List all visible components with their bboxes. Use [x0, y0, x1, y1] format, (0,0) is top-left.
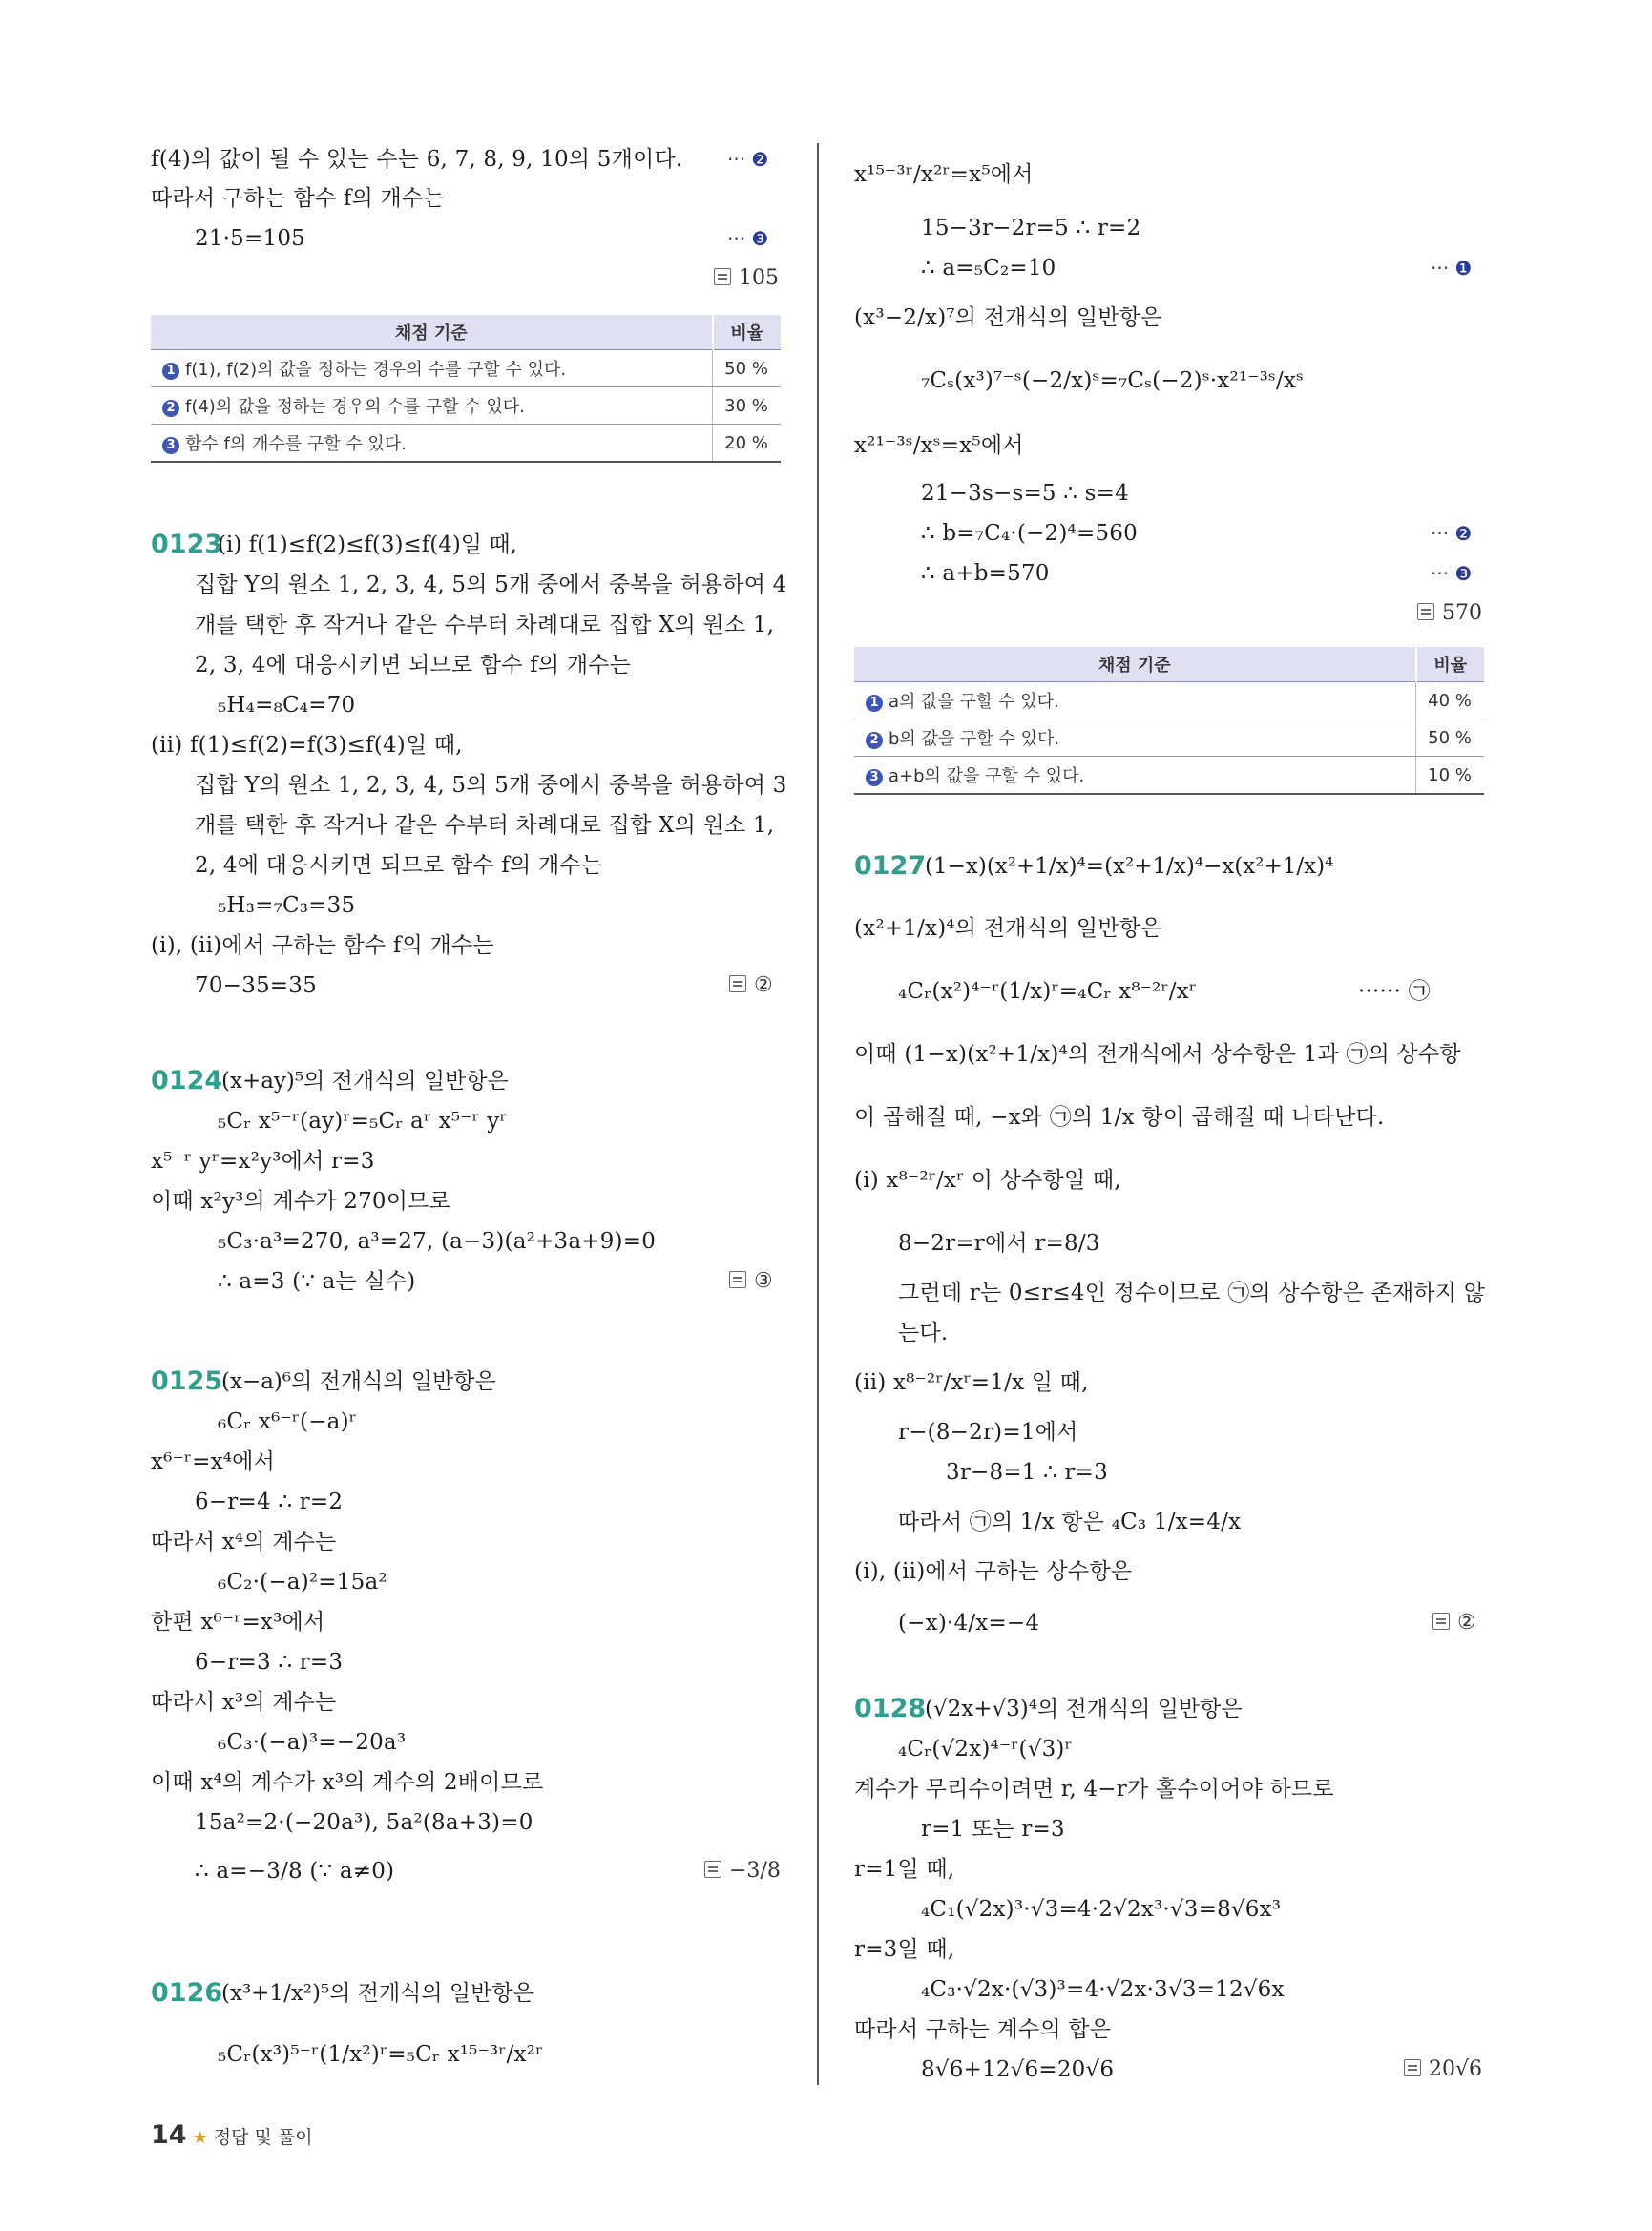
answer-mark: 105: [714, 264, 779, 293]
text-line: (i), (ii)에서 구하는 상수항은: [854, 1559, 1133, 1584]
problem-number: 0125: [151, 1366, 223, 1396]
equation-line: (−x)·4/x=−4: [898, 1611, 1040, 1636]
text-line: 이때 x⁴의 계수가 x³의 계수의 2배이므로: [151, 1770, 544, 1795]
text-line: 이 곱해질 때, −x와 ㉠의 1/x 항이 곱해질 때 나타난다.: [854, 1105, 1385, 1130]
equation-line: ₇Cₛ(x³)⁷⁻ˢ(−2/x)ˢ=₇Cₛ(−2)ˢ·x²¹⁻³ˢ/xˢ: [921, 368, 1305, 393]
equation-line: ₅Cᵣ x⁵⁻ʳ(ay)ʳ=₅Cᵣ aʳ x⁵⁻ʳ yʳ: [218, 1109, 508, 1134]
text-line: 한편 x⁶⁻ʳ=x³에서: [151, 1610, 325, 1635]
number-badge-icon: 2: [866, 732, 883, 749]
text-line: 이때 x²y³의 계수가 270이므로: [151, 1189, 451, 1214]
problem-number: 0127: [854, 851, 927, 881]
text-line: (x−a)⁶의 전개식의 일반항은: [221, 1369, 496, 1394]
text-line: (i), (ii)에서 구하는 함수 f의 개수는: [151, 933, 494, 958]
footer-label: 정답 및 풀이: [213, 2127, 313, 2148]
answer-box-icon: [729, 1271, 746, 1288]
table-row: 1 f(1), f(2)의 값을 정하는 경우의 수를 구할 수 있다. 50 %: [151, 350, 781, 387]
table-header: 비율: [713, 315, 782, 350]
equation-line: ₄C₃·√2x·(√3)³=4·√2x·3√3=12√6x: [921, 1977, 1285, 2002]
text-line: 개를 택한 후 작거나 같은 수부터 차례대로 집합 X의 원소 1,: [195, 813, 775, 838]
answer-box-icon: [714, 268, 731, 285]
answer-box-icon: [704, 1861, 721, 1878]
star-icon: ★: [192, 2128, 208, 2148]
equation-line: x¹⁵⁻³ʳ/x²ʳ=x⁵에서: [854, 162, 1034, 187]
answer-mark: 570: [1417, 599, 1482, 628]
equation-line: 8−2r=r에서 r=8/3: [898, 1231, 1100, 1256]
number-badge-icon: 2: [162, 400, 179, 417]
number-badge-icon: 1: [866, 695, 883, 712]
text-line: 는다.: [898, 1321, 949, 1345]
answer-box-icon: [1404, 2059, 1421, 2076]
text-line: (i) x⁸⁻²ʳ/xʳ 이 상수항일 때,: [854, 1168, 1121, 1193]
page-footer: [151, 2120, 313, 2150]
equation-line: x²¹⁻³ˢ/xˢ=x⁵에서: [854, 433, 1024, 458]
equation-line: ₅C₃·a³=270, a³=27, (a−3)(a²+3a+9)=0: [218, 1229, 657, 1254]
table-row: 3 함수 f의 개수를 구할 수 있다. 20 %: [151, 425, 781, 463]
table-row: 2 f(4)의 값을 정하는 경우의 수를 구할 수 있다. 30 %: [151, 387, 781, 425]
table-header: 비율: [1416, 647, 1485, 682]
answer-box-icon: [729, 975, 746, 992]
step-marker: ··· ❸: [1431, 562, 1473, 585]
equation-line: 6−r=3 ∴ r=3: [195, 1650, 344, 1675]
equation-line: r−(8−2r)=1에서: [898, 1420, 1078, 1445]
answer-mark: 20√6: [1404, 2055, 1482, 2084]
step-marker: ··· ❷: [1431, 522, 1473, 545]
equation-line: ₅Cᵣ(x³)⁵⁻ʳ(1/x²)ʳ=₅Cᵣ x¹⁵⁻³ʳ/x²ʳ: [218, 2042, 544, 2067]
table-header: 채점 기준: [151, 315, 713, 350]
text-line: 이때 (1−x)(x²+1/x)⁴의 전개식에서 상수항은 1과 ㉠의 상수항: [854, 1042, 1461, 1067]
answer-box-icon: [1417, 603, 1434, 620]
text-line: 집합 Y의 원소 1, 2, 3, 4, 5의 5개 중에서 중복을 허용하여 4: [195, 573, 787, 597]
equation-line: ₄Cᵣ(√2x)⁴⁻ʳ(√3)ʳ: [898, 1737, 1073, 1762]
text-line: 따라서 ㉠의 1/x 항은 ₄C₃ 1/x=4/x: [898, 1510, 1242, 1534]
text-line: (ii) x⁸⁻²ʳ/xʳ=1/x 일 때,: [854, 1370, 1089, 1395]
equation-line: ₆C₂·(−a)²=15a²: [218, 1570, 387, 1595]
answer-mark: ②: [1432, 1609, 1476, 1637]
step-marker: ··· ❸: [727, 227, 769, 250]
equation-line: ₆Cᵣ x⁶⁻ʳ(−a)ʳ: [218, 1409, 357, 1434]
text-line: (ii) f(1)≤f(2)=f(3)≤f(4)일 때,: [151, 733, 463, 758]
problem-number: 0128: [854, 1694, 927, 1723]
column-divider: [817, 143, 819, 2085]
scoring-table: [151, 315, 781, 463]
equation-marker: ······ ㉠: [1358, 979, 1431, 1004]
text-line: r=3일 때,: [854, 1937, 955, 1962]
equation-line: 21−3s−s=5 ∴ s=4: [921, 481, 1129, 506]
table-header: 채점 기준: [854, 647, 1416, 682]
equation-line: 15a²=2·(−20a³), 5a²(8a+3)=0: [195, 1810, 533, 1835]
scoring-table: [854, 647, 1484, 795]
text-line: 2, 4에 대응시키면 되므로 함수 f의 개수는: [195, 853, 603, 878]
equation-line: ₄Cᵣ(x²)⁴⁻ʳ(1/x)ʳ=₄Cᵣ x⁸⁻²ʳ/xʳ: [898, 979, 1197, 1004]
number-badge-icon: 1: [162, 363, 179, 380]
text-line: 따라서 구하는 함수 f의 개수는: [151, 186, 445, 211]
text-line: f(4)의 값이 될 수 있는 수는 6, 7, 8, 9, 10의 5개이다.: [151, 147, 683, 172]
problem-number: 0124: [151, 1066, 223, 1095]
equation-line: ∴ a=₅C₂=10: [921, 256, 1056, 281]
equation-line: 8√6+12√6=20√6: [921, 2057, 1115, 2082]
answer-mark: ③: [729, 1267, 773, 1296]
problem-number: 0126: [151, 1978, 223, 2008]
equation-line: 70−35=35: [195, 973, 317, 998]
equation-line: 15−3r−2r=5 ∴ r=2: [921, 216, 1141, 240]
equation-line: x⁶⁻ʳ=x⁴에서: [151, 1449, 276, 1474]
text-line: (x³−2/x)⁷의 전개식의 일반항은: [854, 305, 1162, 330]
text-line: (i) f(1)≤f(2)≤f(3)≤f(4)일 때,: [218, 532, 517, 557]
equation-line: ∴ a+b=570: [921, 561, 1050, 586]
equation-line: ₆C₃·(−a)³=−20a³: [218, 1730, 407, 1755]
text-line: 따라서 구하는 계수의 합은: [854, 2017, 1112, 2042]
text-line: r=1일 때,: [854, 1857, 955, 1882]
equation-line: 3r−8=1 ∴ r=3: [946, 1460, 1108, 1485]
table-row: 3 a+b의 값을 구할 수 있다. 10 %: [854, 757, 1484, 795]
equation-line: (√2x+√3)⁴의 전개식의 일반항은: [925, 1697, 1243, 1721]
table-row: 1 a의 값을 구할 수 있다. 40 %: [854, 682, 1484, 719]
answer-mark: ②: [729, 971, 773, 1000]
text-line: 계수가 무리수이려면 r, 4−r가 홀수이어야 하므로: [854, 1777, 1334, 1802]
text-line: (x²+1/x)⁴의 전개식의 일반항은: [854, 916, 1162, 941]
step-marker: ··· ❶: [1431, 257, 1473, 280]
equation-line: r=1 또는 r=3: [921, 1817, 1065, 1842]
equation-line: x⁵⁻ʳ yʳ=x²y³에서 r=3: [151, 1149, 375, 1174]
page-number: 14: [151, 2120, 187, 2150]
number-badge-icon: 3: [866, 769, 883, 786]
equation-line: ∴ a=3 (∵ a는 실수): [218, 1269, 416, 1294]
number-badge-icon: 3: [162, 437, 179, 454]
equation-line: ∴ a=−3/8 (∵ a≠0): [195, 1859, 395, 1884]
step-marker: ··· ❷: [727, 148, 769, 171]
equation-line: 6−r=4 ∴ r=2: [195, 1490, 344, 1514]
text-line: 그런데 r는 0≤r≤4인 정수이므로 ㉠의 상수항은 존재하지 않: [898, 1281, 1486, 1305]
table-row: 2 b의 값을 구할 수 있다. 50 %: [854, 719, 1484, 757]
text-line: 개를 택한 후 작거나 같은 수부터 차례대로 집합 X의 원소 1,: [195, 613, 775, 637]
equation-line: ₅H₄=₈C₄=70: [218, 693, 356, 718]
text-line: 집합 Y의 원소 1, 2, 3, 4, 5의 5개 중에서 중복을 허용하여 3: [195, 773, 787, 798]
equation-line: (1−x)(x²+1/x)⁴=(x²+1/x)⁴−x(x²+1/x)⁴: [925, 854, 1334, 879]
equation-line: ∴ b=₇C₄·(−2)⁴=560: [921, 521, 1138, 546]
equation-line: ₅H₃=₇C₃=35: [218, 893, 356, 918]
answer-mark: −3/8: [704, 1857, 781, 1886]
text-line: (x+ay)⁵의 전개식의 일반항은: [221, 1069, 509, 1094]
problem-number: 0123: [151, 530, 223, 559]
text-line: (x³+1/x²)⁵의 전개식의 일반항은: [221, 1981, 534, 2006]
text-line: 따라서 x³의 계수는: [151, 1690, 337, 1715]
equation-line: 21·5=105: [195, 226, 305, 251]
equation-line: ₄C₁(√2x)³·√3=4·2√2x³·√3=8√6x³: [921, 1897, 1282, 1922]
text-line: 따라서 x⁴의 계수는: [151, 1530, 337, 1554]
text-line: 2, 3, 4에 대응시키면 되므로 함수 f의 개수는: [195, 653, 632, 678]
answer-box-icon: [1432, 1613, 1450, 1630]
